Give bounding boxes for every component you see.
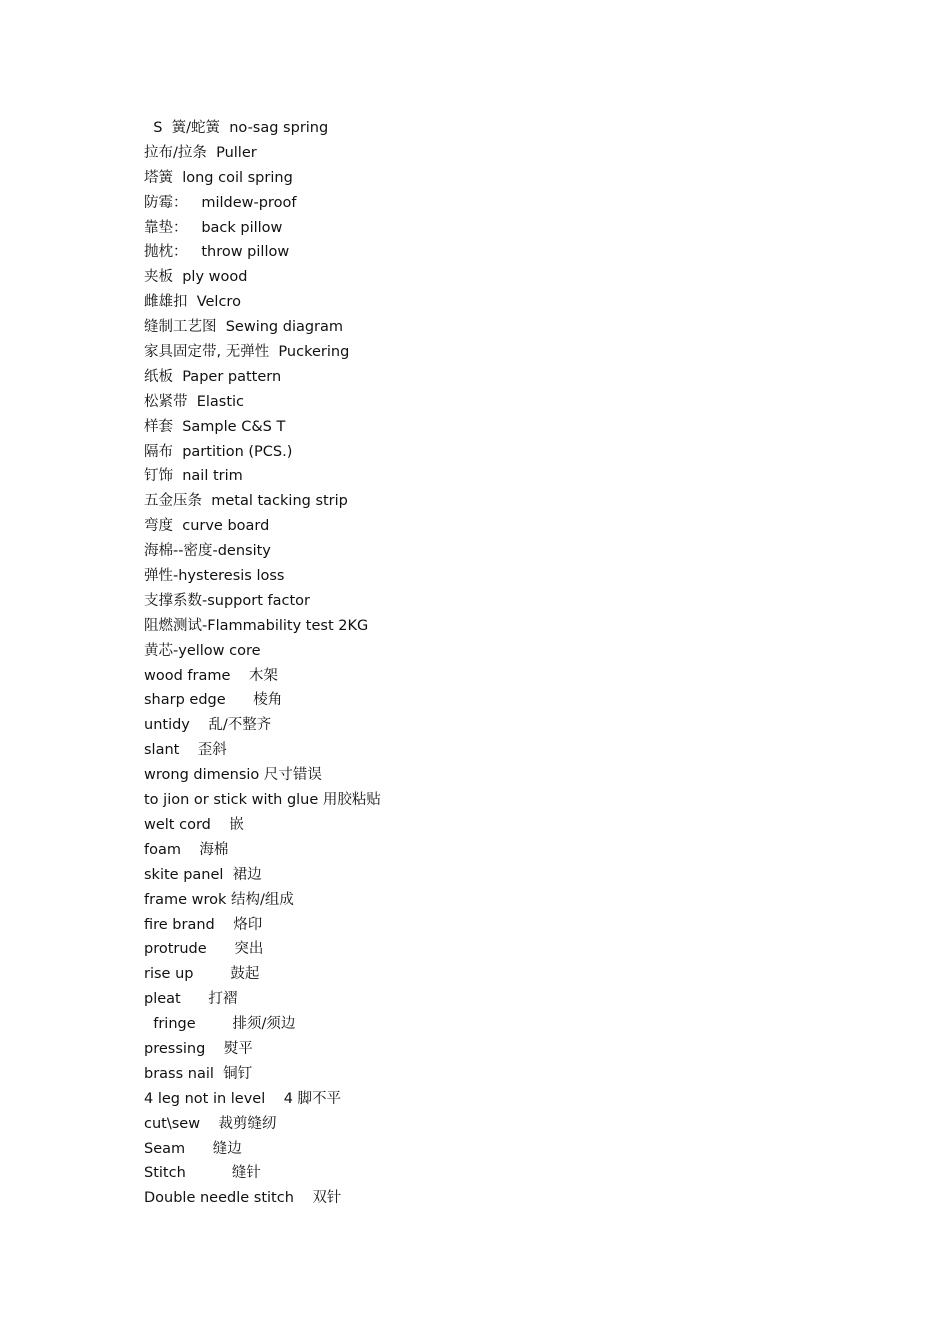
glossary-line: to jion or stick with glue 用胶粘贴 (144, 792, 381, 809)
glossary-line: pleat 打褶 (144, 991, 238, 1008)
glossary-line: frame wrok 结构/组成 (144, 891, 294, 908)
glossary-line: brass nail 铜钉 (144, 1065, 253, 1082)
glossary-line: Seam 缝边 (144, 1140, 242, 1157)
glossary-line: 抛枕： throw pillow (144, 244, 290, 261)
glossary-line: 钉饰 nail trim (144, 468, 243, 485)
glossary-line: slant 歪斜 (144, 742, 227, 759)
glossary-line: 缝制工艺图 Sewing diagram (144, 319, 344, 336)
glossary-line: wood frame 木架 (144, 667, 278, 684)
glossary-line: 靠垫： back pillow (144, 219, 283, 236)
glossary-line: S 簧/蛇簧 no-sag spring (144, 120, 329, 136)
glossary-line: foam 海棉 (144, 841, 229, 858)
glossary-line: sharp edge 棱角 (144, 692, 283, 709)
glossary-line: wrong dimensio 尺寸错误 (144, 767, 322, 784)
glossary-line: 隔布 partition (PCS.) (144, 443, 293, 460)
glossary-line: skite panel 裙边 (144, 866, 262, 883)
glossary-line: 松紧带 Elastic (144, 393, 245, 410)
glossary-line: rise up 鼓起 (144, 966, 260, 983)
glossary-line: 阻燃测试-Flammability test 2KG (144, 617, 369, 634)
glossary-line: 弹性-hysteresis loss (144, 568, 285, 585)
glossary-line: fire brand 烙印 (144, 916, 263, 933)
glossary-line: 雌雄扣 Velcro (144, 294, 241, 311)
glossary-line: 样套 Sample C&S T (144, 418, 286, 435)
glossary-line: 纸板 Paper pattern (144, 368, 282, 385)
glossary-line: 弯度 curve board (144, 518, 270, 535)
glossary-line: 防霉： mildew-proof (144, 194, 297, 211)
glossary-line: 塔簧 long coil spring (144, 169, 293, 186)
glossary-line: 海棉--密度-density (144, 543, 271, 560)
glossary-line: Double needle stitch 双针 (144, 1190, 342, 1207)
glossary-line: fringe 排须/须边 (144, 1016, 296, 1033)
glossary-line: 家具固定带, 无弹性 Puckering (144, 344, 350, 361)
glossary-line: cut\sew 裁剪缝纫 (144, 1115, 277, 1132)
glossary-line: 夹板 ply wood (144, 269, 248, 286)
glossary-line: welt cord 嵌 (144, 816, 244, 833)
glossary-line: untidy 乱/不整齐 (144, 717, 272, 734)
glossary-line: 支撑系数-support factor (144, 592, 310, 609)
glossary-line: protrude 突出 (144, 941, 264, 958)
glossary-line: 4 leg not in level 4 脚不平 (144, 1090, 342, 1107)
glossary-line: 拉布/拉条 Puller (144, 144, 257, 161)
glossary-line: 黄芯-yellow core (144, 642, 261, 659)
glossary-line: pressing 熨平 (144, 1040, 253, 1057)
glossary-line: 五金压条 metal tacking strip (144, 493, 348, 510)
glossary-line: Stitch 缝针 (144, 1165, 261, 1182)
glossary-list (144, 116, 904, 1211)
